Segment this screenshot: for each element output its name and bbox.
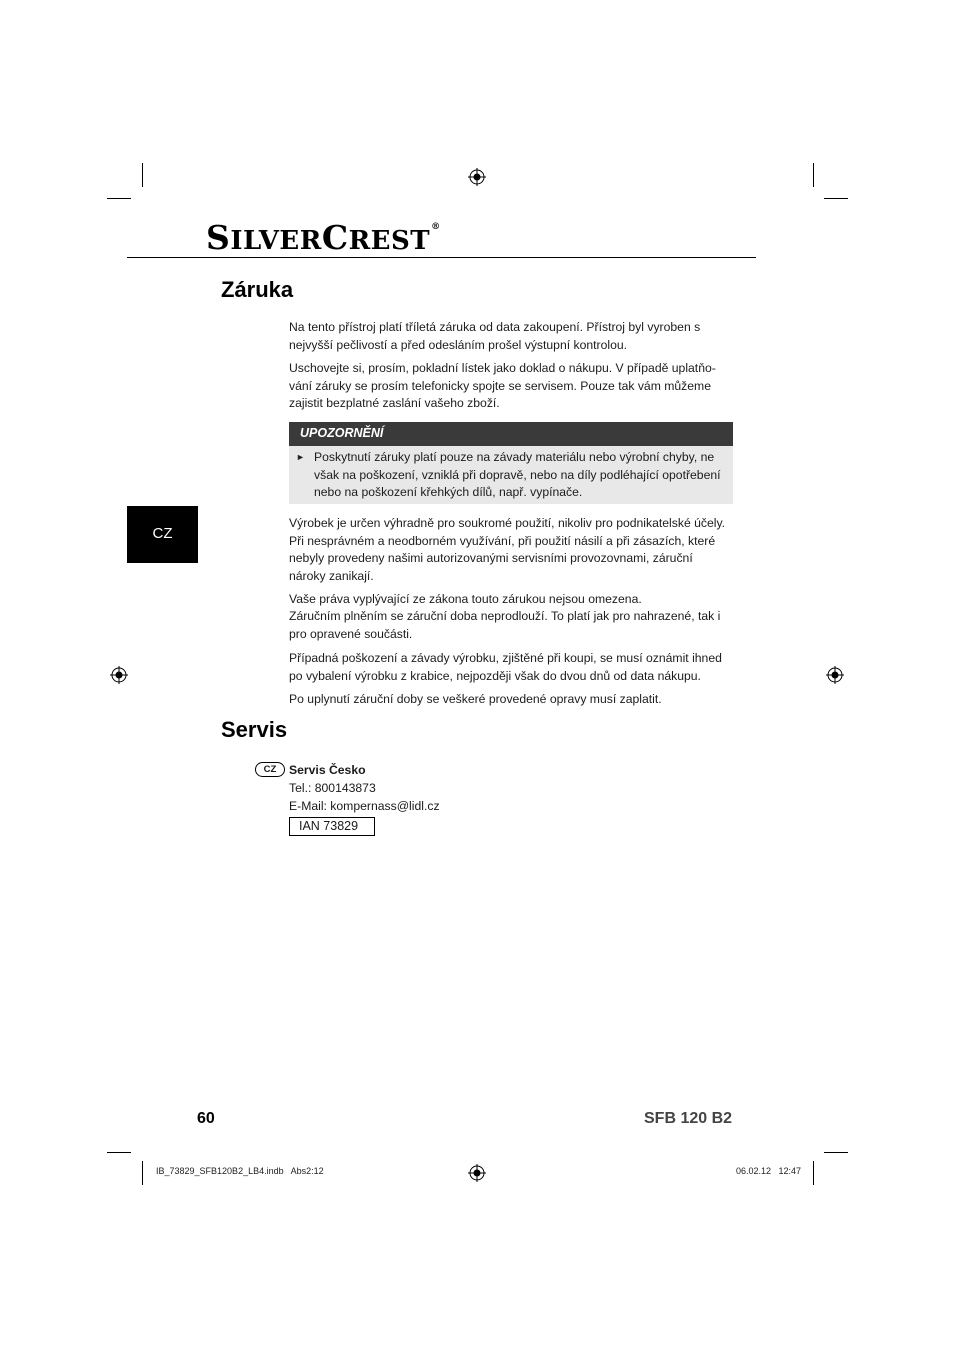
ian-box: [289, 817, 375, 836]
warranty-paragraph: Vaše práva vyplývající ze zákona touto zárukou nejsou omezena.: [289, 592, 642, 606]
section-title-service: Servis: [221, 717, 288, 742]
note-text: Poskytnutí záruky platí pouze na závady materiálu nebo výrobní chyby, ne však na poškození, vzniklá při dopravě, nebo na díly podléhající opotřebení nebo na poškození křehkých dílů, např. vypínače.: [314, 450, 721, 500]
service-phone: Tel.: 800143873: [289, 781, 376, 795]
crop-mark: [142, 1161, 143, 1185]
crop-mark: [107, 1152, 131, 1153]
registration-mark-icon: [468, 1164, 486, 1182]
language-tab-label: CZ: [152, 525, 173, 542]
registration-mark-icon: [468, 168, 486, 186]
note-heading: UPOZORNĚNÍ: [300, 426, 384, 440]
print-slug-file: IB_73829_SFB120B2_LB4.indb Abs2:12: [156, 1166, 324, 1176]
warranty-paragraph: Záručním plněním se záruční doba neprodlouží. To platí jak pro nahrazené, tak i pro opravené součásti.: [289, 609, 721, 641]
crop-mark: [824, 1152, 848, 1153]
section-title-warranty: Záruka: [221, 277, 294, 302]
crop-mark: [107, 198, 131, 199]
warranty-paragraph: Po uplynutí záruční doby se veškeré provedené opravy musí zaplatit.: [289, 692, 662, 706]
country-badge: [255, 762, 285, 777]
service-email: E-Mail: kompernass@lidl.cz: [289, 799, 440, 813]
warranty-paragraph: Na tento přístroj platí tříletá záruka od data zakoupení. Přístroj byl vyroben s nejvyšší pečlivostí a před odesláním prošel výstupní kontrolou.: [289, 320, 701, 352]
header-divider: [127, 257, 756, 258]
registration-mark-icon: [110, 666, 128, 684]
warranty-paragraph: Výrobek je určen výhradně pro soukromé použití, nikoliv pro podnikatelské účely. Při nesprávném a neodborném využívání, při použití násilí a při zásazích, které nebyly provedeny našimi autorizovanými servisními provozovnami, záruční nároky zanikají.: [289, 516, 726, 583]
warranty-paragraph: Uschovejte si, prosím, pokladní lístek jako doklad o nákupu. V případě uplatňo-vání záruky se prosím telefonicky spojte se servisem. Pouze tak vám můžeme zajistit bezplatné zaslání vašeho zboží.: [289, 361, 716, 411]
language-tab: [127, 506, 198, 563]
crop-mark: [813, 163, 814, 187]
service-name: Servis Česko: [289, 763, 366, 777]
country-badge-label: CZ: [263, 764, 277, 775]
model-number: SFB 120 B2: [644, 1110, 733, 1127]
brand-logo: SILVERCREST®: [206, 218, 441, 257]
warranty-paragraph: Případná poškození a závady výrobku, zjištěné při koupi, se musí oznámit ihned po vybalení výrobku z krabice, nejpozději však do dvou dnů od data nákupu.: [289, 651, 722, 683]
bullet-arrow-icon: ►: [296, 452, 305, 462]
crop-mark: [824, 198, 848, 199]
note-box: [289, 446, 733, 504]
crop-mark: [813, 1161, 814, 1185]
crop-mark: [142, 163, 143, 187]
ian-number: IAN 73829: [299, 819, 359, 833]
note-header: [289, 422, 733, 446]
registration-mark-icon: [826, 666, 844, 684]
page-number: 60: [197, 1110, 215, 1127]
print-slug-date: 06.02.12 12:47: [736, 1166, 802, 1176]
